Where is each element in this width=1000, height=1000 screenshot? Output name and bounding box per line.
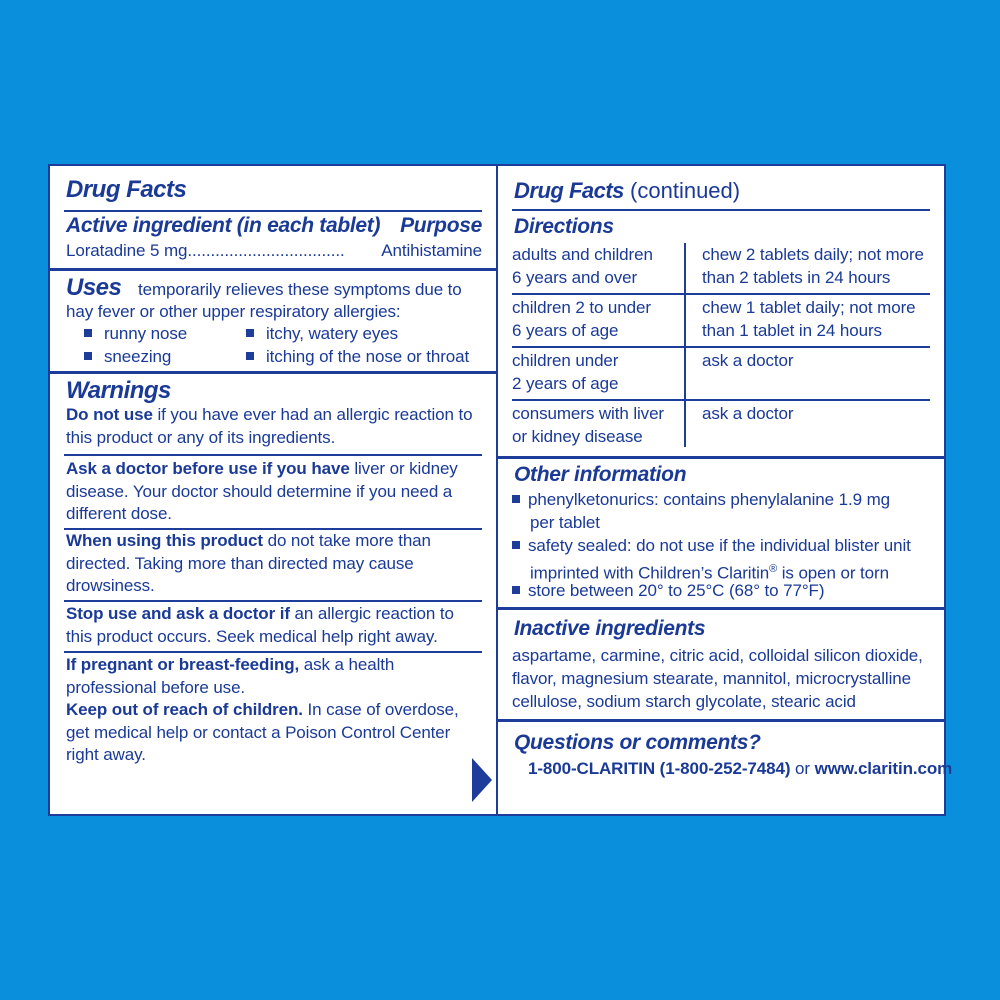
- directions-what: chew 2 tablets daily; not more: [702, 245, 924, 264]
- bullet-icon: [84, 352, 92, 360]
- use-item: sneezing: [84, 346, 171, 369]
- keep-out-line3: right away.: [66, 745, 146, 764]
- ask-doctor-line1: Ask a doctor before use if you have liver or kidney: [66, 459, 458, 478]
- directions-who: or kidney disease: [512, 427, 643, 446]
- keep-out-line1: Keep out of reach of children. In case of overdose,: [66, 700, 459, 719]
- inactive-ingredients-line: cellulose, sodium starch glycolate, stearic acid: [512, 692, 856, 711]
- directions-heading: Directions: [514, 215, 614, 238]
- keep-out-line2: get medical help or contact a Poison Control Center: [66, 723, 451, 742]
- directions-what: ask a doctor: [702, 404, 794, 423]
- directions-what: than 1 tablet in 24 hours: [702, 321, 882, 340]
- do-not-use-line1: Do not use if you have ever had an allergic reaction to: [66, 405, 473, 424]
- ask-doctor-line3: different dose.: [66, 504, 172, 523]
- bullet-icon: [512, 495, 520, 503]
- directions-who: 2 years of age: [512, 374, 619, 393]
- directions-who: adults and children: [512, 245, 653, 264]
- other-info-item: store between 20° to 25°C (68° to 77°F): [512, 580, 824, 603]
- left-column: [50, 166, 498, 814]
- leader-dots: ..................................: [187, 241, 345, 260]
- divider: [64, 600, 482, 602]
- drug-facts-title: Drug Facts: [66, 176, 187, 203]
- section-divider: [50, 268, 496, 271]
- directions-who: children under: [512, 351, 619, 370]
- right-column: [498, 166, 953, 814]
- purpose-heading: Purpose: [400, 214, 482, 237]
- use-item: itching of the nose or throat: [246, 346, 469, 369]
- directions-what: than 2 tablets in 24 hours: [702, 268, 891, 287]
- continue-arrow-icon: [472, 758, 492, 802]
- other-information-heading: Other information: [514, 463, 687, 486]
- other-info-item-cont: per tablet: [530, 513, 600, 532]
- directions-who: 6 years of age: [512, 321, 619, 340]
- uses-text-line1: temporarily relieves these symptoms due to: [138, 280, 462, 299]
- stop-use-line1: Stop use and ask a doctor if an allergic reaction to: [66, 604, 454, 623]
- phone-number[interactable]: 1-800-CLARITIN (1-800-252-7484): [528, 759, 791, 778]
- table-row-divider: [512, 293, 930, 295]
- section-divider: [50, 371, 496, 374]
- other-info-item: safety sealed: do not use if the individual blister unit: [512, 535, 911, 558]
- section-divider: [498, 607, 944, 610]
- directions-who: consumers with liver: [512, 404, 664, 423]
- use-item: runny nose: [84, 323, 187, 346]
- do-not-use-line2: this product or any of its ingredients.: [66, 428, 336, 447]
- divider: [512, 209, 930, 211]
- uses-text-line2: hay fever or other upper respiratory allergies:: [66, 302, 401, 321]
- drug-facts-continued-title: Drug Facts (continued): [514, 178, 741, 203]
- uses-heading: Uses: [66, 274, 122, 301]
- active-ingredient-row: [66, 240, 345, 263]
- active-ingredient-heading: Active ingredient (in each tablet): [66, 214, 381, 237]
- stop-use-line2: this product occurs. Seek medical help right away.: [66, 627, 438, 646]
- warnings-heading: Warnings: [66, 377, 171, 404]
- divider: [64, 651, 482, 653]
- directions-what: chew 1 tablet daily; not more: [702, 298, 916, 317]
- website-link[interactable]: www.claritin.com: [814, 759, 953, 778]
- bullet-icon: [246, 329, 254, 337]
- other-info-item-cont: imprinted with Children’s Claritin® is open or torn: [530, 563, 889, 583]
- bullet-icon: [512, 541, 520, 549]
- bullet-icon: [84, 329, 92, 337]
- inactive-ingredients-heading: Inactive ingredients: [514, 617, 706, 640]
- directions-who: 6 years and over: [512, 268, 638, 287]
- when-using-line3: drowsiness.: [66, 576, 155, 595]
- other-info-item: phenylketonurics: contains phenylalanine 1.9 mg: [512, 489, 890, 512]
- active-ingredient-name: Loratadine 5 mg: [66, 241, 188, 260]
- table-row-divider: [512, 346, 930, 348]
- contact-line: 1-800-CLARITIN (1-800-252-7484) or www.claritin.com: [528, 759, 953, 778]
- when-using-line2: directed. Taking more than directed may cause: [66, 554, 414, 573]
- divider: [64, 454, 482, 456]
- section-divider: [498, 719, 944, 722]
- inactive-ingredients-line: aspartame, carmine, citric acid, colloidal silicon dioxide,: [512, 646, 923, 665]
- use-item: itchy, watery eyes: [246, 323, 398, 346]
- directions-what: ask a doctor: [702, 351, 794, 370]
- inactive-ingredients-line: flavor, magnesium stearate, mannitol, microcrystalline: [512, 669, 911, 688]
- directions-who: children 2 to under: [512, 298, 651, 317]
- when-using-line1: When using this product do not take more than: [66, 531, 431, 550]
- purpose-value: Antihistamine: [381, 241, 482, 260]
- divider: [64, 210, 482, 212]
- table-row-divider: [512, 399, 930, 401]
- ask-doctor-line2: disease. Your doctor should determine if you need a: [66, 482, 453, 501]
- bullet-icon: [246, 352, 254, 360]
- questions-heading: Questions or comments?: [514, 731, 761, 754]
- section-divider: [498, 456, 944, 459]
- pregnant-line2: professional before use.: [66, 678, 246, 697]
- table-column-divider: [684, 243, 686, 447]
- bullet-icon: [512, 586, 520, 594]
- pregnant-line1: If pregnant or breast-feeding, ask a health: [66, 655, 395, 674]
- drug-facts-label: [48, 164, 953, 816]
